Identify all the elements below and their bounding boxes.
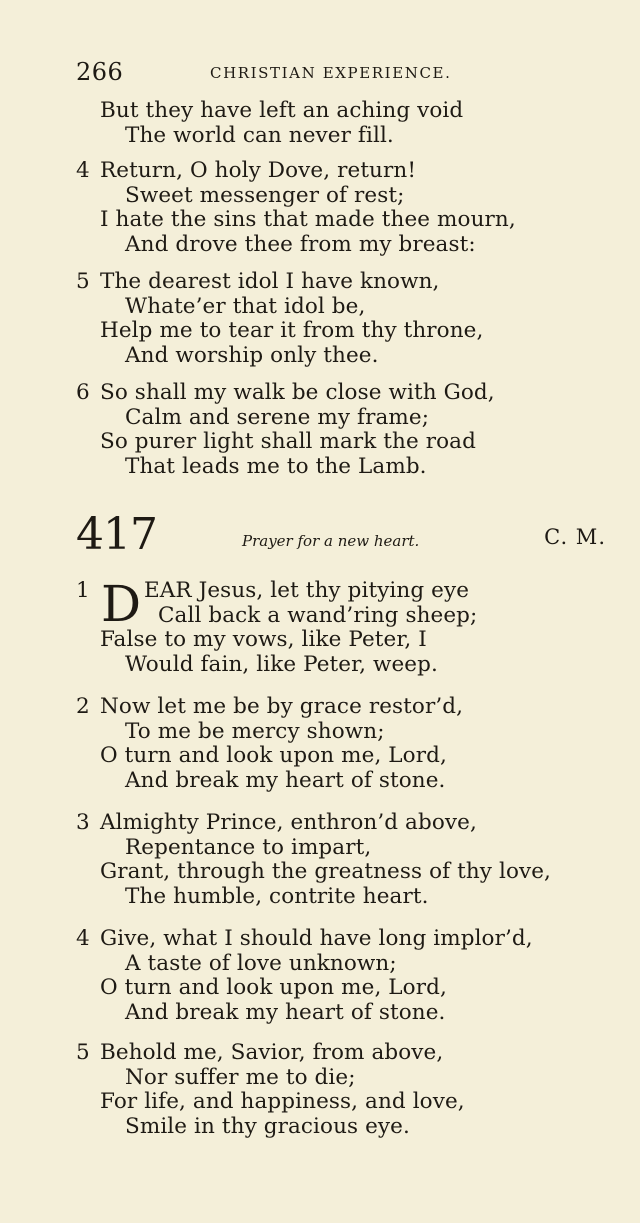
- verse-line-1: [76, 695, 596, 720]
- verse-line-1: [76, 811, 596, 836]
- verse-line: O turn and look upon me, Lord,: [100, 743, 447, 768]
- verse-line: That leads me to the Lamb.: [125, 453, 427, 479]
- verse-line: Calm and serene my frame;: [125, 404, 430, 430]
- hymn-heading: [76, 510, 606, 566]
- verse-line: Whate’er that idol be,: [125, 293, 366, 319]
- verse-number: 6: [76, 380, 90, 405]
- verse-line: Nor suffer me to die;: [125, 1064, 356, 1090]
- verse-text: Behold me, Savior, from above,: [100, 1040, 444, 1065]
- verse-number: 5: [76, 269, 90, 294]
- verse-line-1: [76, 270, 596, 295]
- verse-line: And break my heart of stone.: [125, 767, 446, 793]
- stanza-prev-5: [76, 270, 596, 368]
- verse-line-1: [76, 1041, 596, 1066]
- verse-number: 4: [76, 926, 90, 951]
- verse-line: Call back a wand’ring sheep;: [158, 602, 478, 628]
- verse-line-1: [76, 927, 596, 952]
- verse-line: The world can never fill.: [125, 122, 394, 148]
- verse-number: 2: [76, 694, 90, 719]
- verse-line: But they have left an aching void: [100, 98, 464, 123]
- hymn-meter: C. M.: [544, 525, 606, 549]
- stanza-1: [76, 575, 596, 677]
- verse-line: The humble, contrite heart.: [125, 883, 429, 909]
- stanza-prev-6: [76, 381, 596, 479]
- page-number: 266: [76, 58, 124, 86]
- verse-line: O turn and look upon me, Lord,: [100, 975, 447, 1000]
- verse-line: Would fain, like Peter, weep.: [125, 651, 438, 677]
- verse-line: For life, and happiness, and love,: [100, 1089, 465, 1114]
- stanza-3: [76, 811, 596, 909]
- verse-line: And worship only thee.: [125, 342, 379, 368]
- verse-line: Smile in thy gracious eye.: [125, 1113, 410, 1139]
- verse-line: To me be mercy shown;: [125, 718, 385, 744]
- verse-line-1: [76, 579, 596, 604]
- verse-text: So shall my walk be close with God,: [100, 380, 495, 405]
- verse-line-1: [76, 381, 596, 406]
- verse-line: And break my heart of stone.: [125, 999, 446, 1025]
- verse-line: A taste of love unknown;: [125, 950, 397, 976]
- verse-line-1: [76, 159, 596, 184]
- verse-number: 5: [76, 1040, 90, 1065]
- verse-line: So purer light shall mark the road: [100, 429, 476, 454]
- verse-line: Help me to tear it from thy throne,: [100, 318, 484, 343]
- hymn-number: 417: [76, 509, 157, 560]
- drop-cap: D: [101, 575, 142, 633]
- verse-number: 3: [76, 810, 90, 835]
- page-header: [76, 58, 576, 88]
- verse-text: Now let me be by grace restor’d,: [100, 694, 464, 719]
- verse-line: Repentance to impart,: [125, 834, 372, 860]
- stanza-4: [76, 927, 596, 1025]
- verse-line: I hate the sins that made thee mourn,: [100, 207, 516, 232]
- stanza-2: [76, 695, 596, 793]
- verse-text: Return, O holy Dove, return!: [100, 158, 417, 183]
- verse-text: Give, what I should have long implor’d,: [100, 926, 533, 951]
- verse-text: Almighty Prince, enthron’d above,: [100, 810, 477, 835]
- stanza-5: [76, 1041, 596, 1139]
- verse-text: The dearest idol I have known,: [100, 269, 440, 294]
- verse-line: And drove thee from my breast:: [125, 231, 476, 257]
- verse-text: EAR Jesus, let thy pitying eye: [144, 578, 470, 603]
- verse-number: 4: [76, 158, 90, 183]
- verse-line: Grant, through the greatness of thy love,: [100, 859, 551, 884]
- verse-number: 1: [76, 578, 90, 603]
- verse-line: False to my vows, like Peter, I: [100, 627, 427, 652]
- verse-line: Sweet messenger of rest;: [125, 182, 405, 208]
- stanza-prev-4: [76, 159, 596, 257]
- running-head: CHRISTIAN EXPERIENCE.: [210, 64, 452, 82]
- continuation-stanza: [76, 99, 596, 148]
- hymn-title: Prayer for a new heart.: [242, 532, 420, 550]
